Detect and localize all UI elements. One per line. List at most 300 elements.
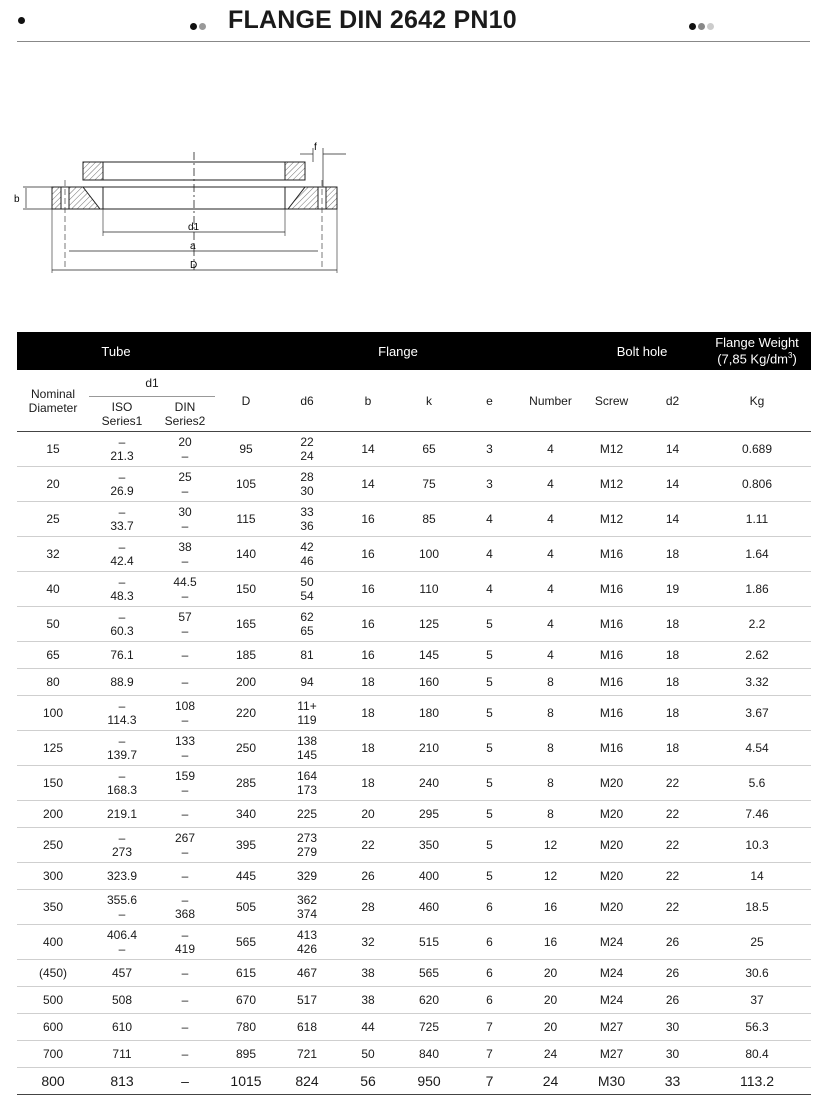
- cell-number: 4: [520, 432, 581, 467]
- cell-iso-series1: 711: [89, 1041, 155, 1068]
- cell-e: 5: [459, 696, 520, 731]
- cell-nominal-diameter: 300: [17, 863, 89, 890]
- svg-text:f: f: [314, 142, 317, 153]
- cell-din-series2: 25 –: [155, 467, 215, 502]
- table-row: [17, 432, 811, 467]
- cell-iso-series1: – 60.3: [89, 607, 155, 642]
- cell-b: 16: [337, 537, 399, 572]
- cell-nominal-diameter: 32: [17, 537, 89, 572]
- cell-kg: 1.64: [703, 537, 811, 572]
- cell-nominal-diameter: 800: [17, 1068, 89, 1095]
- cell-k: 145: [399, 642, 459, 669]
- cell-din-series2: –: [155, 1041, 215, 1068]
- cell-k: 160: [399, 669, 459, 696]
- table-row: [17, 766, 811, 801]
- cell-screw: M12: [581, 502, 642, 537]
- cell-din-series2: 57 –: [155, 607, 215, 642]
- cell-number: 12: [520, 863, 581, 890]
- cell-screw: M16: [581, 642, 642, 669]
- cell-kg: 56.3: [703, 1014, 811, 1041]
- cell-number: 4: [520, 467, 581, 502]
- cell-screw: M20: [581, 890, 642, 925]
- cell-kg: 10.3: [703, 828, 811, 863]
- cell-D: 505: [215, 890, 277, 925]
- cell-d2: 26: [642, 925, 703, 960]
- table-row: [17, 925, 811, 960]
- cell-k: 950: [399, 1068, 459, 1095]
- cell-b: 44: [337, 1014, 399, 1041]
- table-row: [17, 696, 811, 731]
- cell-screw: M20: [581, 863, 642, 890]
- cell-din-series2: –: [155, 1014, 215, 1041]
- cell-e: 6: [459, 987, 520, 1014]
- cell-nominal-diameter: 50: [17, 607, 89, 642]
- cell-screw: M27: [581, 1041, 642, 1068]
- cell-D: 340: [215, 801, 277, 828]
- cell-kg: 30.6: [703, 960, 811, 987]
- cell-b: 18: [337, 766, 399, 801]
- cell-din-series2: – 368: [155, 890, 215, 925]
- cell-din-series2: 108 –: [155, 696, 215, 731]
- cell-D: 140: [215, 537, 277, 572]
- cell-k: 210: [399, 731, 459, 766]
- cell-k: 180: [399, 696, 459, 731]
- col-b: b: [337, 370, 399, 432]
- cell-din-series2: –: [155, 987, 215, 1014]
- cell-e: 6: [459, 925, 520, 960]
- col-kg: Kg: [703, 370, 811, 432]
- cell-e: 4: [459, 537, 520, 572]
- bullet-dot: [18, 17, 25, 24]
- cell-din-series2: 44.5 –: [155, 572, 215, 607]
- cell-din-series2: –: [155, 642, 215, 669]
- cell-number: 8: [520, 669, 581, 696]
- cell-d6: 824: [277, 1068, 337, 1095]
- cell-d6: 517: [277, 987, 337, 1014]
- cell-nominal-diameter: 350: [17, 890, 89, 925]
- cell-D: 395: [215, 828, 277, 863]
- cell-d6: 42 46: [277, 537, 337, 572]
- cell-kg: 4.54: [703, 731, 811, 766]
- cell-din-series2: 20 –: [155, 432, 215, 467]
- cell-iso-series1: – 21.3: [89, 432, 155, 467]
- table-row: [17, 537, 811, 572]
- cell-e: 5: [459, 766, 520, 801]
- cell-iso-series1: 610: [89, 1014, 155, 1041]
- cell-d2: 22: [642, 766, 703, 801]
- cell-D: 670: [215, 987, 277, 1014]
- cell-d6: 273 279: [277, 828, 337, 863]
- cell-number: 20: [520, 987, 581, 1014]
- cell-d2: 19: [642, 572, 703, 607]
- cell-number: 20: [520, 1014, 581, 1041]
- cell-kg: 1.86: [703, 572, 811, 607]
- svg-text:b: b: [14, 194, 20, 205]
- cell-screw: M24: [581, 960, 642, 987]
- table-row: [17, 863, 811, 890]
- cell-nominal-diameter: (450): [17, 960, 89, 987]
- col-k: k: [399, 370, 459, 432]
- table-row: [17, 607, 811, 642]
- cell-D: 1015: [215, 1068, 277, 1095]
- cell-screw: M24: [581, 987, 642, 1014]
- cell-number: 20: [520, 960, 581, 987]
- cell-d6: 62 65: [277, 607, 337, 642]
- cell-number: 16: [520, 890, 581, 925]
- cell-iso-series1: – 114.3: [89, 696, 155, 731]
- cell-k: 620: [399, 987, 459, 1014]
- table-row: [17, 890, 811, 925]
- cell-din-series2: 267 –: [155, 828, 215, 863]
- cell-din-series2: 159 –: [155, 766, 215, 801]
- table-row: [17, 987, 811, 1014]
- cell-d2: 18: [642, 731, 703, 766]
- cell-iso-series1: 219.1: [89, 801, 155, 828]
- group-flange: Flange: [215, 332, 581, 370]
- cell-d6: 618: [277, 1014, 337, 1041]
- col-D: D: [215, 370, 277, 432]
- cell-number: 4: [520, 572, 581, 607]
- cell-screw: M24: [581, 925, 642, 960]
- cell-kg: 3.32: [703, 669, 811, 696]
- svg-text:a: a: [190, 241, 196, 252]
- cell-k: 100: [399, 537, 459, 572]
- hub-right: [285, 162, 305, 180]
- cell-kg: 14: [703, 863, 811, 890]
- cell-din-series2: –: [155, 960, 215, 987]
- cell-nominal-diameter: 20: [17, 467, 89, 502]
- cell-b: 32: [337, 925, 399, 960]
- cell-d2: 18: [642, 696, 703, 731]
- cell-number: 12: [520, 828, 581, 863]
- cell-iso-series1: 406.4 –: [89, 925, 155, 960]
- cell-d6: 721: [277, 1041, 337, 1068]
- cell-screw: M16: [581, 572, 642, 607]
- cell-d6: 94: [277, 669, 337, 696]
- cell-k: 65: [399, 432, 459, 467]
- cell-kg: 0.689: [703, 432, 811, 467]
- header-rule: [17, 41, 810, 42]
- cell-d6: 467: [277, 960, 337, 987]
- cell-kg: 1.11: [703, 502, 811, 537]
- cell-screw: M12: [581, 467, 642, 502]
- cell-kg: 18.5: [703, 890, 811, 925]
- cell-iso-series1: 76.1: [89, 642, 155, 669]
- cell-D: 780: [215, 1014, 277, 1041]
- cell-D: 285: [215, 766, 277, 801]
- cell-d2: 22: [642, 801, 703, 828]
- cell-k: 515: [399, 925, 459, 960]
- cell-b: 56: [337, 1068, 399, 1095]
- cell-d2: 30: [642, 1014, 703, 1041]
- col-iso-series1: ISO Series1: [89, 397, 155, 432]
- col-nominal-diameter: Nominal Diameter: [17, 370, 89, 432]
- cell-D: 445: [215, 863, 277, 890]
- cell-screw: M16: [581, 731, 642, 766]
- table-row: [17, 1014, 811, 1041]
- cell-iso-series1: – 139.7: [89, 731, 155, 766]
- cell-k: 75: [399, 467, 459, 502]
- table-row: [17, 642, 811, 669]
- cell-screw: M20: [581, 766, 642, 801]
- cell-D: 185: [215, 642, 277, 669]
- cell-e: 5: [459, 863, 520, 890]
- cell-D: 150: [215, 572, 277, 607]
- cell-kg: 7.46: [703, 801, 811, 828]
- col-screw: Screw: [581, 370, 642, 432]
- cell-din-series2: –: [155, 863, 215, 890]
- cell-iso-series1: 323.9: [89, 863, 155, 890]
- cell-b: 20: [337, 801, 399, 828]
- cell-din-series2: –: [155, 669, 215, 696]
- cell-screw: M20: [581, 828, 642, 863]
- cell-d2: 26: [642, 987, 703, 1014]
- cell-b: 38: [337, 987, 399, 1014]
- cell-din-series2: 30 –: [155, 502, 215, 537]
- cell-nominal-diameter: 150: [17, 766, 89, 801]
- cell-number: 4: [520, 502, 581, 537]
- cell-kg: 2.2: [703, 607, 811, 642]
- cell-k: 725: [399, 1014, 459, 1041]
- cell-d6: 50 54: [277, 572, 337, 607]
- cell-iso-series1: 508: [89, 987, 155, 1014]
- cell-screw: M16: [581, 607, 642, 642]
- cell-b: 38: [337, 960, 399, 987]
- group-tube: Tube: [17, 332, 215, 370]
- group-weight: Flange Weight (7,85 $Kg/dm^3$): [703, 332, 811, 370]
- cell-d6: 413 426: [277, 925, 337, 960]
- cell-iso-series1: – 33.7: [89, 502, 155, 537]
- cell-d6: 11+ 119: [277, 696, 337, 731]
- cell-screw: M16: [581, 669, 642, 696]
- col-d1: d1: [89, 370, 215, 397]
- svg-text:D: D: [190, 260, 198, 271]
- cell-k: 565: [399, 960, 459, 987]
- cell-d6: 22 24: [277, 432, 337, 467]
- cell-kg: 80.4: [703, 1041, 811, 1068]
- cell-iso-series1: 813: [89, 1068, 155, 1095]
- col-din-series2: DIN Series2: [155, 397, 215, 432]
- table-row: [17, 1068, 811, 1095]
- flange-spec-table: [17, 332, 811, 1095]
- title-dots-right: [689, 17, 716, 35]
- cell-number: 4: [520, 607, 581, 642]
- cell-kg: 37: [703, 987, 811, 1014]
- cell-b: 16: [337, 502, 399, 537]
- cell-nominal-diameter: 200: [17, 801, 89, 828]
- cell-b: 18: [337, 696, 399, 731]
- cell-nominal-diameter: 250: [17, 828, 89, 863]
- cell-d6: 33 36: [277, 502, 337, 537]
- cell-number: 24: [520, 1068, 581, 1095]
- cell-din-series2: 133 –: [155, 731, 215, 766]
- cell-screw: M16: [581, 537, 642, 572]
- table-row: [17, 828, 811, 863]
- cell-screw: M20: [581, 801, 642, 828]
- cell-number: 8: [520, 766, 581, 801]
- cell-d2: 18: [642, 669, 703, 696]
- cell-d2: 18: [642, 607, 703, 642]
- cell-e: 3: [459, 432, 520, 467]
- col-e: e: [459, 370, 520, 432]
- cell-iso-series1: 457: [89, 960, 155, 987]
- cell-b: 26: [337, 863, 399, 890]
- cell-screw: M12: [581, 432, 642, 467]
- cell-din-series2: 38 –: [155, 537, 215, 572]
- table-row: [17, 731, 811, 766]
- svg-text:d1: d1: [188, 222, 200, 233]
- cell-iso-series1: 355.6 –: [89, 890, 155, 925]
- cell-e: 5: [459, 828, 520, 863]
- cell-b: 50: [337, 1041, 399, 1068]
- cell-nominal-diameter: 100: [17, 696, 89, 731]
- cell-number: 8: [520, 801, 581, 828]
- cell-d6: 138 145: [277, 731, 337, 766]
- cell-e: 6: [459, 960, 520, 987]
- cell-iso-series1: – 168.3: [89, 766, 155, 801]
- cell-din-series2: – 419: [155, 925, 215, 960]
- cell-d2: 33: [642, 1068, 703, 1095]
- cell-b: 16: [337, 642, 399, 669]
- table-body: [17, 432, 811, 1095]
- cell-number: 24: [520, 1041, 581, 1068]
- cell-e: 6: [459, 890, 520, 925]
- cell-b: 28: [337, 890, 399, 925]
- cell-k: 400: [399, 863, 459, 890]
- cell-k: 240: [399, 766, 459, 801]
- table-row: [17, 960, 811, 987]
- cell-d2: 26: [642, 960, 703, 987]
- cell-kg: 3.67: [703, 696, 811, 731]
- cell-screw: M30: [581, 1068, 642, 1095]
- cell-k: 350: [399, 828, 459, 863]
- cell-b: 16: [337, 572, 399, 607]
- table-row: [17, 669, 811, 696]
- cell-k: 295: [399, 801, 459, 828]
- cell-d2: 30: [642, 1041, 703, 1068]
- cell-b: 14: [337, 432, 399, 467]
- cell-iso-series1: – 42.4: [89, 537, 155, 572]
- cell-k: 840: [399, 1041, 459, 1068]
- cell-nominal-diameter: 125: [17, 731, 89, 766]
- cell-number: 16: [520, 925, 581, 960]
- cell-d6: 225: [277, 801, 337, 828]
- hub-left: [83, 162, 103, 180]
- cell-d2: 14: [642, 432, 703, 467]
- cell-kg: 113.2: [703, 1068, 811, 1095]
- cell-iso-series1: – 273: [89, 828, 155, 863]
- cell-d6: 362 374: [277, 890, 337, 925]
- cell-din-series2: –: [155, 801, 215, 828]
- cell-e: 4: [459, 502, 520, 537]
- cell-b: 14: [337, 467, 399, 502]
- cell-screw: M16: [581, 696, 642, 731]
- cell-d2: 14: [642, 502, 703, 537]
- cell-e: 5: [459, 642, 520, 669]
- cell-d2: 22: [642, 828, 703, 863]
- cell-nominal-diameter: 400: [17, 925, 89, 960]
- cell-din-series2: –: [155, 1068, 215, 1095]
- col-d2: d2: [642, 370, 703, 432]
- cell-D: 165: [215, 607, 277, 642]
- cell-D: 95: [215, 432, 277, 467]
- cell-e: 7: [459, 1041, 520, 1068]
- cell-d6: 164 173: [277, 766, 337, 801]
- cell-iso-series1: 88.9: [89, 669, 155, 696]
- cell-e: 5: [459, 607, 520, 642]
- cell-nominal-diameter: 40: [17, 572, 89, 607]
- cell-k: 125: [399, 607, 459, 642]
- table-row: [17, 467, 811, 502]
- cell-D: 200: [215, 669, 277, 696]
- table-row: [17, 572, 811, 607]
- cell-D: 615: [215, 960, 277, 987]
- cell-d6: 329: [277, 863, 337, 890]
- cell-d6: 28 30: [277, 467, 337, 502]
- cell-nominal-diameter: 700: [17, 1041, 89, 1068]
- cell-number: 4: [520, 642, 581, 669]
- cell-kg: 5.6: [703, 766, 811, 801]
- cell-nominal-diameter: 600: [17, 1014, 89, 1041]
- cell-b: 22: [337, 828, 399, 863]
- cell-nominal-diameter: 65: [17, 642, 89, 669]
- cell-nominal-diameter: 500: [17, 987, 89, 1014]
- cell-D: 895: [215, 1041, 277, 1068]
- cell-d2: 22: [642, 863, 703, 890]
- cell-e: 3: [459, 467, 520, 502]
- col-d6: d6: [277, 370, 337, 432]
- cell-b: 18: [337, 669, 399, 696]
- cell-b: 16: [337, 607, 399, 642]
- cell-e: 7: [459, 1014, 520, 1041]
- cell-D: 565: [215, 925, 277, 960]
- cell-D: 250: [215, 731, 277, 766]
- cell-D: 115: [215, 502, 277, 537]
- group-bolt-hole: Bolt hole: [581, 332, 703, 370]
- cell-d2: 18: [642, 642, 703, 669]
- cell-d2: 14: [642, 467, 703, 502]
- cell-kg: 25: [703, 925, 811, 960]
- table-row: [17, 502, 811, 537]
- cell-number: 8: [520, 696, 581, 731]
- title-dots-left: [190, 17, 208, 35]
- cell-kg: 2.62: [703, 642, 811, 669]
- cell-nominal-diameter: 80: [17, 669, 89, 696]
- cell-D: 105: [215, 467, 277, 502]
- cell-iso-series1: – 48.3: [89, 572, 155, 607]
- cell-b: 18: [337, 731, 399, 766]
- cell-d6: 81: [277, 642, 337, 669]
- table-row: [17, 1041, 811, 1068]
- col-number: Number: [520, 370, 581, 432]
- cell-iso-series1: – 26.9: [89, 467, 155, 502]
- cell-nominal-diameter: 25: [17, 502, 89, 537]
- cell-e: 5: [459, 801, 520, 828]
- cell-D: 220: [215, 696, 277, 731]
- cell-k: 110: [399, 572, 459, 607]
- cell-e: 5: [459, 731, 520, 766]
- cell-d2: 18: [642, 537, 703, 572]
- cell-k: 460: [399, 890, 459, 925]
- cell-nominal-diameter: 15: [17, 432, 89, 467]
- cell-screw: M27: [581, 1014, 642, 1041]
- cell-e: 4: [459, 572, 520, 607]
- cell-k: 85: [399, 502, 459, 537]
- cell-e: 7: [459, 1068, 520, 1095]
- table-row: [17, 801, 811, 828]
- flange-drawing: [10, 140, 360, 285]
- cell-d2: 22: [642, 890, 703, 925]
